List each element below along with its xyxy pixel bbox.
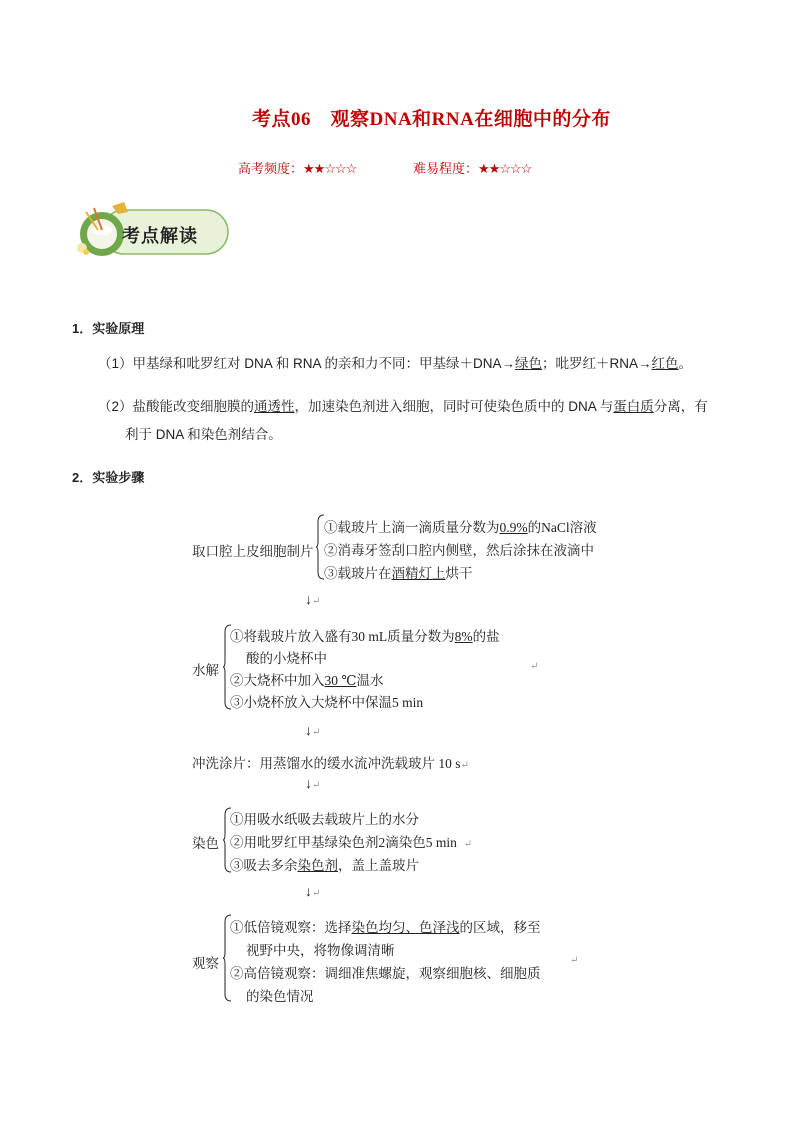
step3-rinse	[192, 752, 469, 772]
text: 冲洗涂片：用蒸馏水的缓水流冲洗载玻片 10 s	[192, 756, 461, 771]
down-arrow-icon: ↓	[305, 777, 312, 792]
return-mark: ↵	[570, 955, 579, 966]
step2-item3: ③小烧杯放入大烧杯中保温5 min	[230, 695, 424, 710]
principle-paragraph-1	[98, 352, 692, 376]
text: 的NaCl溶液	[527, 520, 597, 535]
step2-label: 水解	[192, 663, 219, 678]
flow-arrow-1	[305, 593, 320, 609]
return-mark: ↵	[312, 888, 321, 899]
text: ①将载玻片放入盛有30 mL质量分数为	[230, 629, 455, 644]
down-arrow-icon: ↓	[305, 724, 312, 739]
text: ③载玻片在	[324, 566, 392, 581]
frequency-label: 高考频度：	[238, 161, 304, 176]
flow-arrow-3	[305, 777, 320, 793]
text: （2）盐酸能改变细胞膜的	[98, 399, 255, 414]
text: ，盖上盖玻片	[338, 858, 419, 873]
underlined-term: 0.9%	[499, 520, 528, 535]
text: 。	[678, 356, 693, 371]
step1-item2: ②消毒牙签刮口腔内侧壁，然后涂抹在液滴中	[324, 543, 594, 558]
return-mark: ↵	[530, 661, 539, 672]
step5-item2: ②高倍镜观察：调细准焦螺旋，观察细胞核、细胞质	[230, 966, 541, 981]
principle-paragraph-2-line2: 利于 DNA 和染色剂结合。	[125, 427, 282, 442]
difficulty-stars-empty: ☆☆☆	[499, 161, 532, 176]
text: 烘干	[445, 566, 473, 581]
text: ③吸去多余	[230, 858, 298, 873]
step2-item1	[230, 625, 500, 645]
down-arrow-icon: ↓	[305, 885, 312, 900]
underlined-term: 染色剂	[297, 858, 338, 873]
section-heading-steps: 2．实验步骤	[72, 470, 145, 485]
underlined-term: 红色	[651, 356, 679, 371]
difficulty-rating	[413, 158, 531, 177]
step5-item1-cont: 视野中央，将物像调清晰	[246, 943, 395, 958]
underlined-term: 绿色	[515, 356, 543, 371]
underlined-term: 酒精灯上	[391, 566, 446, 581]
return-mark: ↵	[460, 760, 469, 771]
step4-item1: ①用吸水纸吸去载玻片上的水分	[230, 812, 419, 827]
text: ；吡罗红＋RNA→	[542, 356, 652, 371]
step5-label: 观察	[192, 956, 219, 971]
text: ①低倍镜观察：选择	[230, 920, 352, 935]
text: 温水	[356, 673, 384, 688]
frequency-rating	[238, 158, 356, 177]
step1-item1	[324, 516, 597, 536]
difficulty-stars-filled: ★★	[478, 161, 500, 176]
down-arrow-icon: ↓	[305, 593, 312, 608]
text: 的盐	[472, 629, 500, 644]
flow-arrow-2	[305, 724, 320, 740]
underlined-term: 染色均匀、色泽浅	[351, 920, 460, 935]
step2-item1-cont: 酸的小烧杯中	[246, 651, 327, 666]
text: ①载玻片上滴一滴质量分数为	[324, 520, 500, 535]
return-mark: ↵	[312, 596, 321, 607]
return-mark: ↵	[463, 839, 473, 850]
frequency-stars-empty: ☆☆☆	[324, 161, 357, 176]
underlined-term: 30 ℃	[324, 673, 357, 688]
step4-item2	[230, 831, 472, 851]
step4-label: 染色	[192, 836, 219, 851]
principle-paragraph-2	[98, 395, 708, 419]
text: ②大烧杯中加入	[230, 673, 325, 688]
section-heading-principle: 1．实验原理	[72, 321, 145, 336]
underlined-term: 8%	[454, 629, 473, 644]
step5-item1	[230, 916, 541, 936]
text: 的区域，移至	[459, 920, 541, 935]
step4-item3	[230, 854, 419, 874]
return-mark: ↵	[312, 727, 321, 738]
frequency-stars-filled: ★★	[303, 161, 325, 176]
underlined-term: 蛋白质	[613, 399, 654, 414]
difficulty-label: 难易程度：	[413, 161, 479, 176]
text: （1）甲基绿和吡罗红对 DNA 和 RNA 的亲和力不同：甲基绿＋DNA→	[98, 356, 516, 371]
step2-item2	[230, 669, 383, 689]
flow-arrow-4	[305, 885, 320, 901]
section-badge-label: 考点解读	[122, 226, 198, 246]
text: ②用吡罗红甲基绿染色剂2滴染色5 min	[230, 835, 457, 850]
text: ，加速染色剂进入细胞，同时可使染色质中的 DNA 与	[294, 399, 614, 414]
page-title: 考点06 观察DNA和RNA在细胞中的分布	[252, 109, 611, 130]
step5-item2-cont: 的染色情况	[246, 989, 314, 1004]
underlined-term: 通透性	[254, 399, 295, 414]
step1-label: 取口腔上皮细胞制片	[192, 544, 314, 559]
return-mark: ↵	[312, 780, 321, 791]
step1-item3	[324, 562, 473, 582]
text: 分离，有	[653, 399, 708, 414]
